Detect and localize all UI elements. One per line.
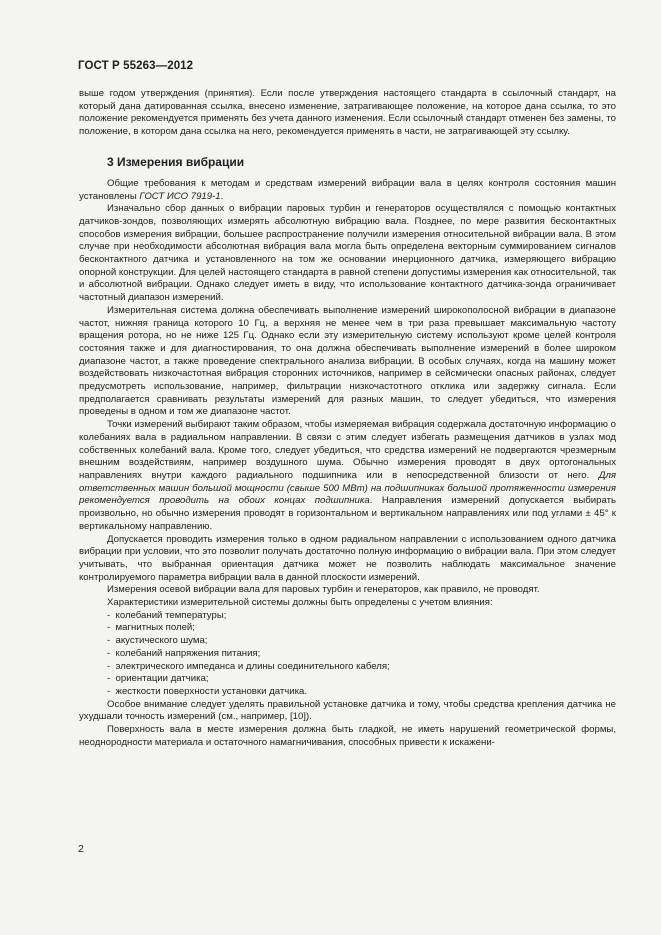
list-item: - магнитных полей; bbox=[107, 622, 616, 635]
paragraph-characteristics: Характеристики измерительной системы должны быть определены с учетом влияния: bbox=[107, 597, 493, 609]
paragraph-shaft-surface: Поверхность вала в месте измерения должна быть гладкой, не иметь нарушений геометрической формы, неоднородности материала и остаточного намагничивания, способных привести к искажени- bbox=[79, 724, 616, 748]
influence-factors-list bbox=[79, 610, 616, 699]
list-item: - колебаний напряжения питания; bbox=[107, 648, 616, 661]
p1-text: Общие требования к методам и средствам измерений вибрации вала в целях контроля состояния машин установлены bbox=[79, 177, 616, 202]
paragraph-general-requirements bbox=[79, 178, 616, 203]
standard-reference: ГОСТ ИСО 7919-1 bbox=[139, 190, 221, 202]
paragraph-axial-vibration: Измерения осевой вибрации вала для паровых турбин и генераторов, как правило, не проводят. bbox=[107, 584, 540, 596]
section-title: 3 Измерения вибрации bbox=[107, 154, 245, 169]
list-item: - жесткости поверхности установки датчика. bbox=[107, 686, 616, 699]
intro-paragraph: выше годом утверждения (принятия). Если после утверждения настоящего стандарта в ссылочный стандарт, на который дана датированная ссылка, внесено изменение, затрагивающее положение, на которое дана ссылка, то это положение рекомендуется применять без учета данного изменения. Если ссылочный стандарт отменен без замены, то положение, в котором дана ссылка на него, рекомендуется применять в части, не затрагивающей эту ссылку. bbox=[79, 88, 616, 138]
paragraph-sensor-mounting: Особое внимание следует уделять правильной установке датчика и тому, чтобы средства крепления датчика не ухудшали точность измерений (см., например, [10]). bbox=[79, 698, 616, 723]
paragraph-measurement-system: Измерительная система должна обеспечивать выполнение измерений широкополосной вибрации в диапазоне частот, нижняя граница которого 10 Гц, а верхняя не менее чем в три раза превышает максимальную частоту вращения ротора, но не ниже 125 Гц. Однако если эту измерительную систему используют кроме целей контроля состояния также и для диагностирования, то она должна обеспечивать выполнение измерений в более широком диапазоне частот, а также проведение спектрального анализа вибрации. В особых случаях, когда на машину может воздействовать низкочастотная вибрация сторонних источников, например в сейсмически опасных районах, следует предусмотреть использование, например, фильтрации низкочастотного отклика или задержку сигнала. Если предполагается сравнивать результаты измерений для разных машин, то следует убедиться, что измерения проведены в одном и том же диапазоне частот. bbox=[79, 304, 616, 418]
p4-italic-note: Для ответственных машин большой мощности (свыше 500 МВт) на подшипниках большой протяженности измерения рекомендуется проводить на обоих концах подшипника bbox=[79, 469, 616, 507]
paragraph-measurement-points bbox=[79, 419, 616, 533]
p1-end: . bbox=[220, 190, 224, 202]
paragraph-data-collection: Изначально сбор данных о вибрации паровых турбин и генераторов осуществлялся с помощью контактных датчиков-зондов, позволяющих измерять абсолютную вибрацию вала. Позднее, по мере развития бесконтактных способов измерения вибрации, большее распространение получили измерения относительной вибрации вала. В этом случае при необходимости абсолютная вибрация вала могла быть определена векторным суммированием сигналов бесконтактного датчика и установленного на том же основании инерционного датчика, измеряющего вибрацию опорной конструкции. Для целей настоящего стандарта в равной степени допустимы измерения как относительной, так и абсолютной вибрации. Однако следует иметь в виду, что использование контактного датчика-зонда ограничивает частотный диапазон измерений. bbox=[79, 203, 616, 304]
list-item: - акустического шума; bbox=[107, 635, 616, 648]
p4-text-b: . Направления измерений допускается выбирать произвольно, но обычно измерения проводят в горизонтальном и вертикальном направлениях или под углами ± 45° к вертикальному направлению. bbox=[79, 495, 616, 532]
list-item: - электрического импеданса и длины соединительного кабеля; bbox=[107, 661, 616, 674]
p4-text-a: Точки измерений выбирают таким образом, чтобы измеряемая вибрация содержала достаточную информацию о колебаниях вала в радиальном направлении. В связи с этим следует избегать размещения датчиков в узлах мод собственных колебаний вала. Кроме того, следует убедиться, что средства измерений не подвергаются чрезмерным внешним воздействиям, например воздушного шума. Обычно измерения проводят в двух ортогональных направлениях внутри каждого радиального подшипника или в непосредственной близости от него. bbox=[79, 419, 616, 481]
paragraph-single-direction: Допускается проводить измерения только в одном радиальном направлении с использованием одного датчика вибрации при условии, что это позволит получать достаточно полную информацию о вибрации вала. При этом следует учитывать, что выбранная ориентация датчика может не позволить наблюдать максимальное значение контролируемого параметра вибрации вала в данной плоскости измерений. bbox=[79, 533, 616, 583]
list-item: - колебаний температуры; bbox=[107, 610, 616, 623]
page-number: 2 bbox=[78, 843, 84, 855]
page-content bbox=[79, 88, 616, 749]
list-item: - ориентации датчика; bbox=[107, 673, 616, 686]
document-header: ГОСТ Р 55263—2012 bbox=[78, 60, 194, 72]
